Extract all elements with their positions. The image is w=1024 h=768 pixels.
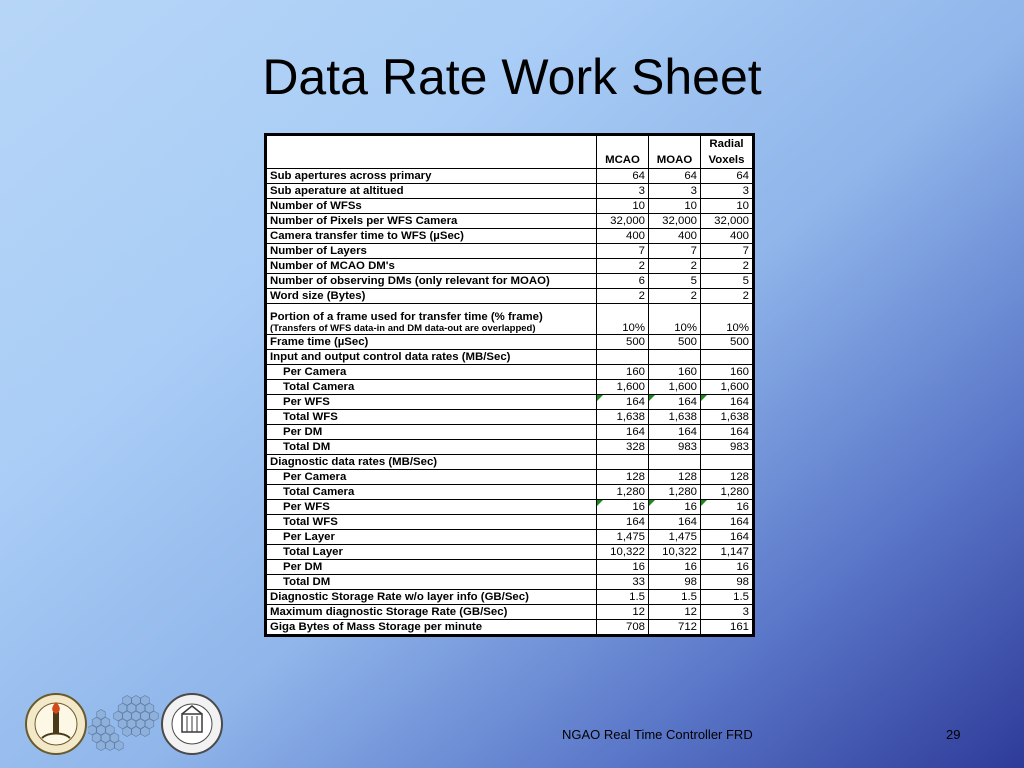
cell-value: 32,000	[597, 214, 649, 229]
table-row	[267, 575, 753, 590]
comment-marker-icon	[597, 500, 603, 506]
cell-value: 328	[597, 440, 649, 455]
table-row	[267, 335, 753, 350]
cell-value: 1,147	[701, 545, 753, 560]
comment-marker-icon	[597, 395, 603, 401]
cell-value: 10	[597, 199, 649, 214]
cell-value: 1,600	[597, 380, 649, 395]
cell-value: 64	[701, 169, 753, 184]
row-label: Input and output control data rates (MB/Sec)	[267, 350, 597, 365]
table-row	[267, 620, 753, 635]
cell-value: 500	[597, 335, 649, 350]
university-of-california-seal-logo	[160, 692, 224, 756]
cell-value: 1.5	[597, 590, 649, 605]
cell-value: 3	[649, 184, 701, 199]
worksheet-table	[266, 135, 753, 635]
cell-value: 33	[597, 575, 649, 590]
mirror-segment-shape	[150, 711, 159, 721]
cell-value: 983	[701, 440, 753, 455]
row-label-main: Portion of a frame used for transfer time (% frame)	[270, 311, 543, 323]
row-label: Per WFS	[267, 500, 597, 515]
table-row	[267, 184, 753, 199]
row-label: Total DM	[267, 440, 597, 455]
cell-value: 128	[649, 470, 701, 485]
table-row	[267, 365, 753, 380]
header-mcao: MCAO	[597, 136, 649, 169]
table-row	[267, 289, 753, 304]
cell-value: 161	[701, 620, 753, 635]
comment-marker-icon	[649, 395, 655, 401]
header-radial-voxels	[701, 136, 753, 169]
table-row	[267, 470, 753, 485]
row-label: Word size (Bytes)	[267, 289, 597, 304]
mirror-segment-shape	[115, 741, 124, 751]
table-row	[267, 259, 753, 274]
slide-title: Data Rate Work Sheet	[262, 49, 762, 105]
cell-value: 2	[649, 289, 701, 304]
table-row	[267, 169, 753, 184]
cell-value: 2	[597, 289, 649, 304]
cell-value: 64	[649, 169, 701, 184]
table-row	[267, 214, 753, 229]
row-label: Number of WFSs	[267, 199, 597, 214]
cell-value	[597, 350, 649, 365]
row-label: Maximum diagnostic Storage Rate (GB/Sec)	[267, 605, 597, 620]
cell-value: 500	[649, 335, 701, 350]
table-row	[267, 545, 753, 560]
row-label: Total WFS	[267, 410, 597, 425]
table-row	[267, 410, 753, 425]
cell-value: 16	[597, 560, 649, 575]
cell-value: 5	[701, 274, 753, 289]
cell-value: 10,322	[649, 545, 701, 560]
cell-value: 500	[701, 335, 753, 350]
cell-value	[701, 455, 753, 470]
cell-value: 16	[597, 500, 649, 515]
cell-value: 128	[597, 470, 649, 485]
cell-value: 2	[649, 259, 701, 274]
cell-value: 3	[597, 184, 649, 199]
cell-value: 1.5	[649, 590, 701, 605]
row-label: Per DM	[267, 560, 597, 575]
table-row	[267, 455, 753, 470]
row-label: Total Camera	[267, 485, 597, 500]
row-label: Per Layer	[267, 530, 597, 545]
cell-value: 1,280	[701, 485, 753, 500]
cell-value: 2	[701, 259, 753, 274]
table-row	[267, 229, 753, 244]
row-label: Per WFS	[267, 395, 597, 410]
cell-value: 712	[649, 620, 701, 635]
table-row	[267, 500, 753, 515]
cell-value: 400	[649, 229, 701, 244]
cell-value: 16	[649, 560, 701, 575]
table-row	[267, 425, 753, 440]
row-label-note: (Transfers of WFS data-in and DM data-out are overlapped)	[270, 323, 536, 334]
row-label: Frame time (µSec)	[267, 335, 597, 350]
header-voxels: Voxels	[708, 154, 745, 166]
table-row	[267, 485, 753, 500]
cell-value: 2	[597, 259, 649, 274]
cell-value: 10%	[649, 304, 701, 335]
cell-value: 164	[649, 425, 701, 440]
cell-value: 6	[597, 274, 649, 289]
cell-value: 10	[649, 199, 701, 214]
cell-value: 164	[649, 395, 701, 410]
cell-value: 10%	[701, 304, 753, 335]
table-row	[267, 199, 753, 214]
table-row	[267, 440, 753, 455]
cell-value: 164	[701, 530, 753, 545]
cell-value: 1,638	[597, 410, 649, 425]
header-blank-cell	[267, 136, 597, 169]
row-label: Number of MCAO DM's	[267, 259, 597, 274]
cell-value: 12	[649, 605, 701, 620]
cell-value: 1.5	[701, 590, 753, 605]
row-label: Diagnostic Storage Rate w/o layer info (GB/Sec)	[267, 590, 597, 605]
page-number: 29	[946, 727, 961, 742]
row-label: Total WFS	[267, 515, 597, 530]
row-label: Number of Layers	[267, 244, 597, 259]
cell-value: 12	[597, 605, 649, 620]
row-label: Per DM	[267, 425, 597, 440]
header-moao: MOAO	[649, 136, 701, 169]
table-row	[267, 244, 753, 259]
cell-value: 7	[649, 244, 701, 259]
cell-value: 164	[597, 515, 649, 530]
cell-value: 164	[597, 395, 649, 410]
row-label: Per Camera	[267, 470, 597, 485]
table-row	[267, 395, 753, 410]
cell-value	[701, 350, 753, 365]
row-label: Camera transfer time to WFS (µSec)	[267, 229, 597, 244]
cell-value: 164	[701, 515, 753, 530]
table-header-row	[267, 136, 753, 169]
caltech-seal-logo	[24, 692, 88, 756]
table-row	[267, 350, 753, 365]
cell-value: 7	[701, 244, 753, 259]
table-row	[267, 530, 753, 545]
data-rate-table	[264, 133, 755, 637]
cell-value: 160	[597, 365, 649, 380]
cell-value: 3	[701, 605, 753, 620]
footer-text: NGAO Real Time Controller FRD	[562, 727, 753, 742]
cell-value: 1,600	[701, 380, 753, 395]
row-label: Number of observing DMs (only relevant for MOAO)	[267, 274, 597, 289]
cell-value: 5	[649, 274, 701, 289]
cell-value	[597, 455, 649, 470]
cell-value: 32,000	[649, 214, 701, 229]
cell-value: 400	[597, 229, 649, 244]
cell-value: 10	[701, 199, 753, 214]
cell-value: 160	[701, 365, 753, 380]
comment-marker-icon	[649, 500, 655, 506]
table-row	[267, 515, 753, 530]
cell-value: 400	[701, 229, 753, 244]
row-label	[267, 304, 597, 335]
cell-value: 16	[701, 560, 753, 575]
table-row	[267, 590, 753, 605]
row-label: Sub apertures across primary	[267, 169, 597, 184]
row-label: Total Layer	[267, 545, 597, 560]
table-row	[267, 560, 753, 575]
cell-value: 164	[649, 515, 701, 530]
row-label: Diagnostic data rates (MB/Sec)	[267, 455, 597, 470]
cell-value	[649, 455, 701, 470]
comment-marker-icon	[701, 500, 707, 506]
cell-value: 1,280	[597, 485, 649, 500]
cell-value: 3	[701, 184, 753, 199]
table-row	[267, 605, 753, 620]
cell-value: 164	[597, 425, 649, 440]
cell-value: 983	[649, 440, 701, 455]
row-label: Sub aperature at altitued	[267, 184, 597, 199]
header-radial: Radial	[709, 138, 744, 150]
cell-value: 16	[649, 500, 701, 515]
row-label: Number of Pixels per WFS Camera	[267, 214, 597, 229]
cell-value: 160	[649, 365, 701, 380]
table-row	[267, 380, 753, 395]
row-label: Total Camera	[267, 380, 597, 395]
cell-value: 164	[701, 425, 753, 440]
table-row	[267, 304, 753, 335]
cell-value	[649, 350, 701, 365]
cell-value: 7	[597, 244, 649, 259]
cell-value: 16	[701, 500, 753, 515]
row-label: Total DM	[267, 575, 597, 590]
cell-value: 1,475	[597, 530, 649, 545]
cell-value: 164	[701, 395, 753, 410]
cell-value: 2	[701, 289, 753, 304]
cell-value: 128	[701, 470, 753, 485]
cell-value: 64	[597, 169, 649, 184]
comment-marker-icon	[701, 395, 707, 401]
cell-value: 1,280	[649, 485, 701, 500]
cell-value: 1,638	[649, 410, 701, 425]
cell-value: 1,475	[649, 530, 701, 545]
cell-value: 1,638	[701, 410, 753, 425]
cell-value: 10,322	[597, 545, 649, 560]
row-label: Giga Bytes of Mass Storage per minute	[267, 620, 597, 635]
row-label: Per Camera	[267, 365, 597, 380]
cell-value: 98	[649, 575, 701, 590]
cell-value: 32,000	[701, 214, 753, 229]
cell-value: 1,600	[649, 380, 701, 395]
keck-mirror-segments-logo	[88, 694, 160, 754]
cell-value: 10%	[597, 304, 649, 335]
cell-value: 98	[701, 575, 753, 590]
cell-value: 708	[597, 620, 649, 635]
table-row	[267, 274, 753, 289]
